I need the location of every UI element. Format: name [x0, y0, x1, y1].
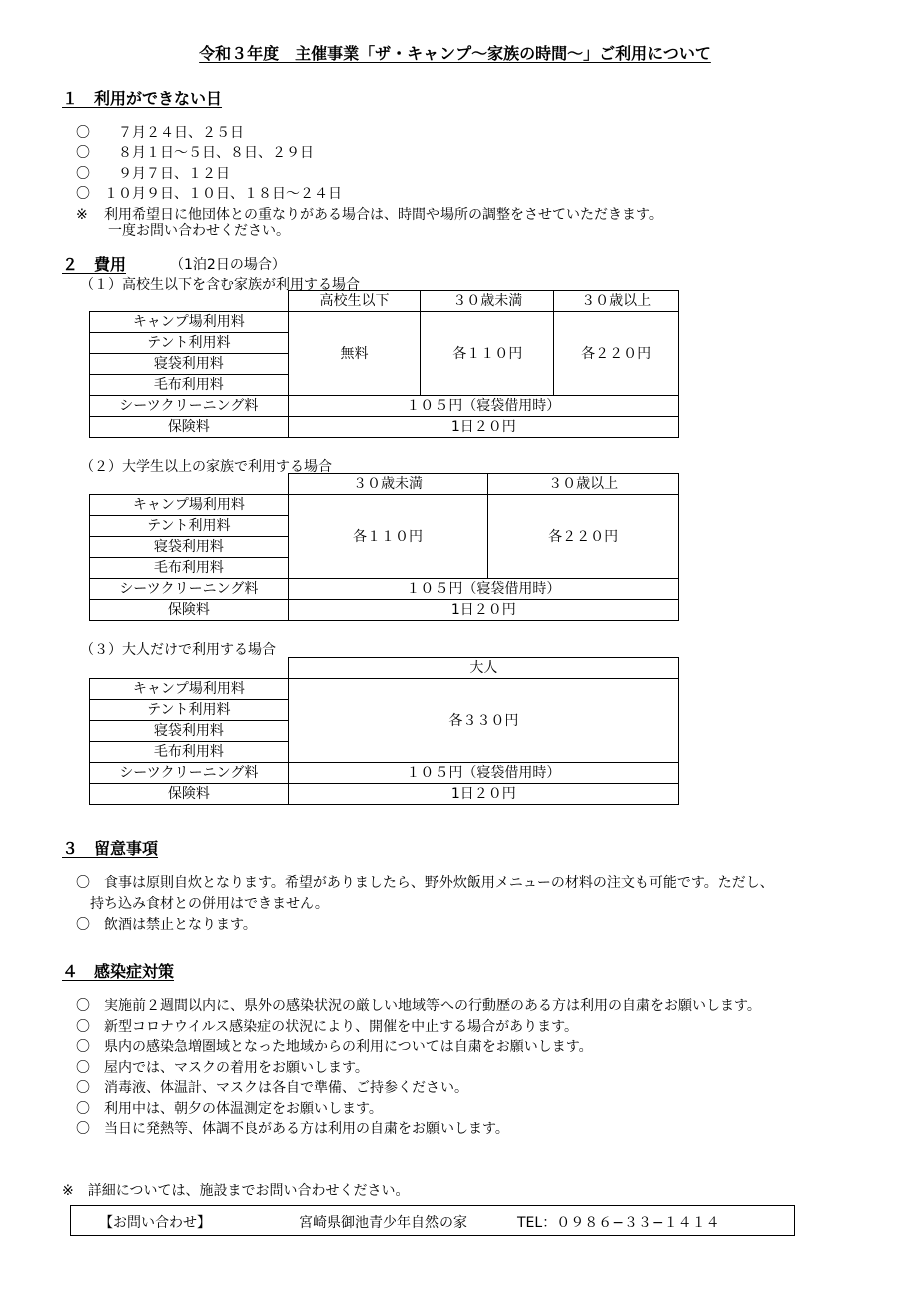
- fee-table-2: [89, 473, 679, 621]
- page-title: 令和３年度 主催事業「ザ・キャンプ〜家族の時間〜」ご利用について: [199, 44, 711, 63]
- list-item: 〇 屋内では、マスクの着用をお願いします。: [76, 1060, 369, 1076]
- list-item: 〇 新型コロナウイルス感染症の状況により、開催を中止する場合があります。: [76, 1019, 579, 1035]
- fee-value: １０５円（寝袋借用時）: [288, 396, 678, 417]
- fee-value: 各１１０円: [288, 495, 488, 579]
- fee-table-1: [89, 290, 679, 438]
- fee-table-3: [89, 657, 679, 805]
- fee-value: 1日２０円: [288, 417, 678, 438]
- table1-caption: （１）高校生以下を含む家族が利用する場合: [80, 277, 360, 293]
- section2-subheading: （1泊2日の場合）: [170, 257, 286, 273]
- row-label: 保険料: [90, 600, 289, 621]
- fee-value: 無料: [288, 312, 421, 396]
- column-header: 大人: [288, 658, 678, 679]
- blank-cell: [90, 474, 289, 495]
- row-label: 毛布利用料: [90, 742, 289, 763]
- contact-phone: TEL：０９８６−３３−１４１４: [517, 1215, 720, 1231]
- fee-value: １０５円（寝袋借用時）: [288, 763, 678, 784]
- row-label: 保険料: [90, 784, 289, 805]
- contact-label: 【お問い合わせ】: [99, 1215, 211, 1231]
- row-label: テント利用料: [90, 516, 289, 537]
- column-header: ３０歳以上: [554, 291, 679, 312]
- fee-value: 1日２０円: [288, 784, 678, 805]
- column-header: ３０歳未満: [288, 474, 488, 495]
- list-item: 〇 利用中は、朝夕の体温測定をお願いします。: [76, 1101, 383, 1117]
- fee-value: 1日２０円: [288, 600, 678, 621]
- section4-heading: ４ 感染症対策: [62, 962, 175, 981]
- footer-note: ※ 詳細については、施設までお問い合わせください。: [62, 1183, 410, 1199]
- blank-cell: [90, 658, 289, 679]
- fee-value: 各２２０円: [554, 312, 679, 396]
- row-label: テント利用料: [90, 700, 289, 721]
- row-label: キャンプ場利用料: [90, 679, 289, 700]
- contact-box: [70, 1205, 795, 1236]
- list-item: 〇 １０月９日、１０日、１８日〜２４日: [76, 186, 342, 202]
- list-item: 〇 食事は原則自炊となります。希望がありましたら、野外炊飯用メニューの材料の注文も可能です。ただし、: [76, 875, 774, 891]
- fee-value: １０５円（寝袋借用時）: [288, 579, 678, 600]
- row-label: シーツクリーニング料: [90, 579, 289, 600]
- row-label: キャンプ場利用料: [90, 495, 289, 516]
- column-header: ３０歳以上: [488, 474, 679, 495]
- list-item: 〇 当日に発熱等、体調不良がある方は利用の自粛をお願いします。: [76, 1121, 509, 1137]
- column-header: ３０歳未満: [421, 291, 554, 312]
- section2-heading: ２ 費用: [62, 255, 127, 274]
- list-item-continued: 持ち込み食材との併用はできません。: [90, 896, 329, 912]
- table2-caption: （２）大学生以上の家族で利用する場合: [80, 459, 332, 475]
- list-item: 〇 ８月１日〜５日、８日、２９日: [76, 145, 314, 161]
- row-label: キャンプ場利用料: [90, 312, 289, 333]
- row-label: テント利用料: [90, 333, 289, 354]
- row-label: 寝袋利用料: [90, 721, 289, 742]
- list-item: 〇 ７月２４日、２５日: [76, 125, 244, 141]
- blank-cell: [90, 291, 289, 312]
- row-label: シーツクリーニング料: [90, 763, 289, 784]
- fee-value: 各１１０円: [421, 312, 554, 396]
- column-header: 高校生以下: [288, 291, 421, 312]
- contact-organization: 宮崎県御池青少年自然の家: [299, 1215, 467, 1231]
- row-label: 毛布利用料: [90, 558, 289, 579]
- list-item: 〇 実施前２週間以内に、県外の感染状況の厳しい地域等への行動歴のある方は利用の自粛をお願いします。: [76, 998, 761, 1014]
- row-label: シーツクリーニング料: [90, 396, 289, 417]
- note: ※ 利用希望日に他団体との重なりがある場合は、時間や場所の調整をさせていただきます。: [76, 207, 663, 223]
- list-item: 〇 ９月７日、１２日: [76, 166, 230, 182]
- row-label: 寝袋利用料: [90, 354, 289, 375]
- row-label: 毛布利用料: [90, 375, 289, 396]
- row-label: 保険料: [90, 417, 289, 438]
- list-item: 〇 県内の感染急増圏域となった地域からの利用については自粛をお願いします。: [76, 1039, 593, 1055]
- list-item: 〇 飲酒は禁止となります。: [76, 917, 257, 933]
- row-label: 寝袋利用料: [90, 537, 289, 558]
- section3-heading: ３ 留意事項: [62, 839, 159, 858]
- fee-value: 各３３０円: [288, 679, 678, 763]
- list-item: 〇 消毒液、体温計、マスクは各自で準備、ご持参ください。: [76, 1080, 468, 1096]
- note-continued: 一度お問い合わせください。: [108, 223, 290, 239]
- section1-heading: １ 利用ができない日: [62, 89, 223, 108]
- fee-value: 各２２０円: [488, 495, 679, 579]
- table3-caption: （３）大人だけで利用する場合: [80, 642, 276, 658]
